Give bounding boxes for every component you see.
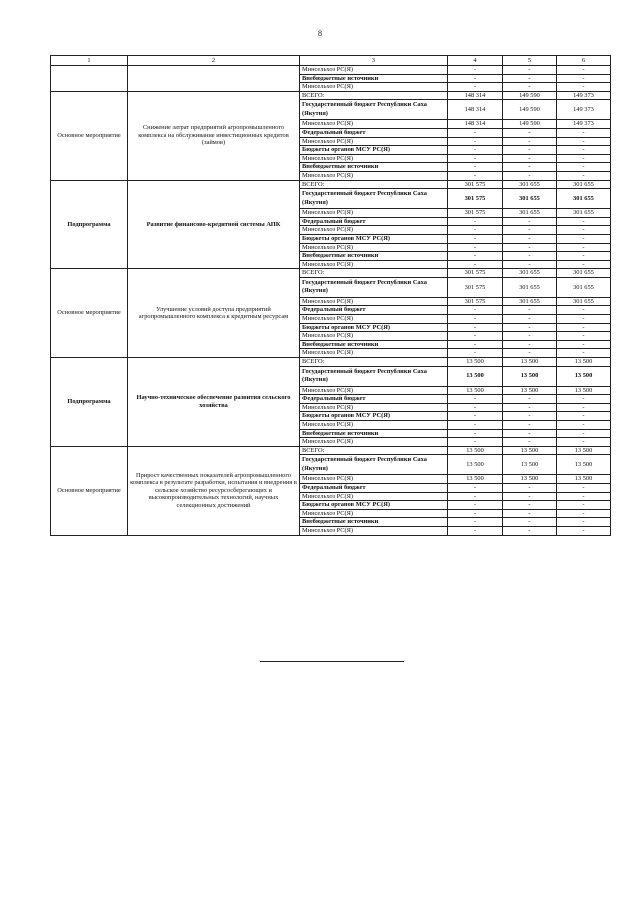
funding-source-cell: Бюджеты органов МСУ РС(Я) [300, 412, 448, 421]
value-cell: - [448, 340, 503, 349]
value-cell: - [448, 243, 503, 252]
value-cell: - [503, 252, 557, 261]
value-cell: - [448, 501, 503, 510]
value-cell: - [448, 492, 503, 501]
value-cell: 301 655 [557, 189, 611, 209]
value-cell: 301 655 [503, 180, 557, 189]
value-cell: - [557, 306, 611, 315]
value-cell: - [557, 171, 611, 180]
funding-source-cell: Минсельхоз РС(Я) [300, 421, 448, 430]
value-cell: 301 575 [448, 209, 503, 218]
value-cell: 13 500 [503, 455, 557, 475]
header-col-4: 4 [448, 56, 503, 66]
value-cell: - [557, 349, 611, 358]
value-cell: - [503, 349, 557, 358]
value-cell: - [557, 217, 611, 226]
value-cell: - [448, 332, 503, 341]
value-cell: 149 373 [557, 91, 611, 100]
value-cell: - [448, 163, 503, 172]
value-cell: - [503, 260, 557, 269]
value-cell: 301 575 [448, 189, 503, 209]
value-cell: - [448, 260, 503, 269]
value-cell: - [557, 438, 611, 447]
value-cell: - [503, 217, 557, 226]
value-cell: - [503, 315, 557, 324]
continued-col1-cell [51, 66, 128, 92]
value-cell: - [503, 83, 557, 92]
funding-source-cell: Государственный бюджет Республики Саха (Якутия) [300, 189, 448, 209]
table-row [51, 91, 611, 100]
funding-source-cell: Минсельхоз РС(Я) [300, 349, 448, 358]
funding-source-cell: Государственный бюджет Республики Саха (Якутия) [300, 100, 448, 120]
funding-source-cell: Минсельхоз РС(Я) [300, 332, 448, 341]
table-row [51, 66, 611, 75]
value-cell: - [503, 128, 557, 137]
funding-source-cell: Минсельхоз РС(Я) [300, 154, 448, 163]
value-cell: 149 590 [503, 91, 557, 100]
value-cell: - [448, 438, 503, 447]
value-cell: - [448, 146, 503, 155]
header-col-2: 2 [128, 56, 300, 66]
value-cell: 301 655 [557, 269, 611, 278]
value-cell: - [448, 226, 503, 235]
value-cell: - [448, 518, 503, 527]
table-header-row [51, 56, 611, 66]
value-cell: - [503, 243, 557, 252]
value-cell: - [503, 421, 557, 430]
value-cell: 301 575 [448, 180, 503, 189]
activity-name-cell: Прирост качественных показателей агропромышленного комплекса в результате разработки, испытания и внедрения в сельское хозяйство ресурсосберегающих и высокопроизводительных технологий, научных селекционных достижений [128, 446, 300, 535]
funding-source-cell: ВСЕГО: [300, 180, 448, 189]
value-cell: - [448, 483, 503, 492]
value-cell: 301 655 [557, 297, 611, 306]
value-cell: 301 655 [503, 209, 557, 218]
value-cell: - [503, 526, 557, 535]
funding-source-cell: ВСЕГО: [300, 269, 448, 278]
value-cell: - [557, 429, 611, 438]
value-cell: - [557, 395, 611, 404]
value-cell: - [557, 323, 611, 332]
value-cell: 13 500 [448, 475, 503, 484]
value-cell: - [557, 332, 611, 341]
value-cell: 13 500 [448, 455, 503, 475]
value-cell: - [448, 128, 503, 137]
funding-source-cell: Бюджеты органов МСУ РС(Я) [300, 234, 448, 243]
value-cell: - [503, 234, 557, 243]
funding-source-cell: ВСЕГО: [300, 91, 448, 100]
value-cell: - [557, 66, 611, 75]
funding-source-cell: Минсельхоз РС(Я) [300, 315, 448, 324]
funding-source-cell: Внебюджетные источники [300, 163, 448, 172]
value-cell: - [448, 83, 503, 92]
value-cell: - [503, 483, 557, 492]
value-cell: 301 655 [503, 189, 557, 209]
value-cell: - [448, 306, 503, 315]
value-cell: - [557, 518, 611, 527]
activity-name-cell: Научно-техническое обеспечение развития сельского хозяйства [128, 358, 300, 447]
value-cell: - [557, 226, 611, 235]
value-cell: 13 500 [557, 446, 611, 455]
value-cell: 149 590 [503, 120, 557, 129]
funding-source-cell: Минсельхоз РС(Я) [300, 509, 448, 518]
funding-source-cell: Минсельхоз РС(Я) [300, 209, 448, 218]
value-cell: - [448, 66, 503, 75]
activity-type-cell: Подпрограмма [51, 358, 128, 447]
value-cell: - [503, 154, 557, 163]
funding-source-cell: Федеральный бюджет [300, 128, 448, 137]
header-col-6: 6 [557, 56, 611, 66]
value-cell: - [503, 146, 557, 155]
value-cell: 301 655 [503, 297, 557, 306]
value-cell: - [448, 349, 503, 358]
value-cell: - [448, 252, 503, 261]
value-cell: - [503, 501, 557, 510]
value-cell: - [557, 146, 611, 155]
value-cell: - [503, 492, 557, 501]
header-col-5: 5 [503, 56, 557, 66]
value-cell: - [503, 403, 557, 412]
value-cell: - [448, 234, 503, 243]
value-cell: 301 655 [503, 269, 557, 278]
activity-type-cell: Основное мероприятие [51, 269, 128, 358]
header-col-3: 3 [300, 56, 448, 66]
value-cell: 301 575 [448, 297, 503, 306]
funding-source-cell: Минсельхоз РС(Я) [300, 83, 448, 92]
table-row [51, 180, 611, 189]
value-cell: 301 575 [448, 269, 503, 278]
activity-type-cell: Подпрограмма [51, 180, 128, 269]
funding-source-cell: Бюджеты органов МСУ РС(Я) [300, 323, 448, 332]
activity-name-cell: Снижение затрат предприятий агропромышленного комплекса на обслуживание инвестиционных кредитов (займов) [128, 91, 300, 180]
value-cell: - [448, 171, 503, 180]
table-row [51, 269, 611, 278]
value-cell: - [448, 137, 503, 146]
value-cell: 13 500 [557, 358, 611, 367]
value-cell: - [503, 518, 557, 527]
value-cell: 149 373 [557, 120, 611, 129]
footer-divider [260, 661, 404, 662]
funding-source-cell: Внебюджетные источники [300, 429, 448, 438]
value-cell: - [557, 501, 611, 510]
funding-source-cell: Минсельхоз РС(Я) [300, 137, 448, 146]
value-cell: 13 500 [557, 366, 611, 386]
value-cell: - [448, 315, 503, 324]
value-cell: - [448, 74, 503, 83]
value-cell: 301 655 [557, 209, 611, 218]
value-cell: 13 500 [448, 366, 503, 386]
value-cell: - [503, 226, 557, 235]
funding-source-cell: Минсельхоз РС(Я) [300, 475, 448, 484]
value-cell: - [448, 323, 503, 332]
value-cell: - [557, 526, 611, 535]
value-cell: 13 500 [448, 386, 503, 395]
value-cell: 301 655 [557, 277, 611, 297]
funding-source-cell: Минсельхоз РС(Я) [300, 260, 448, 269]
value-cell: - [503, 66, 557, 75]
funding-source-cell: Бюджеты органов МСУ РС(Я) [300, 146, 448, 155]
funding-source-cell: Минсельхоз РС(Я) [300, 171, 448, 180]
value-cell: 13 500 [448, 446, 503, 455]
funding-source-cell: Минсельхоз РС(Я) [300, 120, 448, 129]
funding-source-cell: Бюджеты органов МСУ РС(Я) [300, 501, 448, 510]
continued-col2-cell [128, 66, 300, 92]
funding-source-cell: Минсельхоз РС(Я) [300, 526, 448, 535]
funding-source-cell: Внебюджетные источники [300, 74, 448, 83]
value-cell: 13 500 [503, 446, 557, 455]
value-cell: - [503, 412, 557, 421]
value-cell: 13 500 [557, 386, 611, 395]
value-cell: 148 314 [448, 91, 503, 100]
funding-source-cell: Федеральный бюджет [300, 217, 448, 226]
value-cell: - [503, 137, 557, 146]
value-cell: 149 373 [557, 100, 611, 120]
value-cell: 301 655 [557, 180, 611, 189]
value-cell: - [557, 483, 611, 492]
budget-table [50, 55, 611, 536]
header-col-1: 1 [51, 56, 128, 66]
funding-source-cell: Государственный бюджет Республики Саха (Якутия) [300, 277, 448, 297]
value-cell: - [503, 340, 557, 349]
value-cell: - [448, 421, 503, 430]
funding-source-cell: Минсельхоз РС(Я) [300, 492, 448, 501]
value-cell: - [557, 128, 611, 137]
value-cell: - [503, 163, 557, 172]
funding-source-cell: Федеральный бюджет [300, 483, 448, 492]
funding-source-cell: Государственный бюджет Республики Саха (Якутия) [300, 366, 448, 386]
value-cell: - [557, 260, 611, 269]
value-cell: - [503, 438, 557, 447]
activity-name-cell: Улучшение условий доступа предприятий агропромышленного комплекса к кредитным ресурсам [128, 269, 300, 358]
funding-source-cell: Минсельхоз РС(Я) [300, 386, 448, 395]
value-cell: - [448, 217, 503, 226]
value-cell: - [503, 323, 557, 332]
value-cell: - [557, 509, 611, 518]
value-cell: - [557, 234, 611, 243]
funding-source-cell: ВСЕГО: [300, 358, 448, 367]
value-cell: - [557, 412, 611, 421]
value-cell: - [503, 395, 557, 404]
funding-source-cell: Внебюджетные источники [300, 340, 448, 349]
value-cell: - [557, 252, 611, 261]
value-cell: - [448, 154, 503, 163]
table-row [51, 446, 611, 455]
funding-source-cell: Минсельхоз РС(Я) [300, 438, 448, 447]
value-cell: - [448, 526, 503, 535]
value-cell: 13 500 [557, 475, 611, 484]
funding-source-cell: Федеральный бюджет [300, 395, 448, 404]
value-cell: 301 575 [448, 277, 503, 297]
funding-source-cell: Минсельхоз РС(Я) [300, 226, 448, 235]
value-cell: - [557, 315, 611, 324]
value-cell: 13 500 [503, 475, 557, 484]
funding-source-cell: Внебюджетные источники [300, 518, 448, 527]
funding-source-cell: ВСЕГО: [300, 446, 448, 455]
value-cell: 148 314 [448, 100, 503, 120]
table-row [51, 358, 611, 367]
value-cell: 13 500 [503, 366, 557, 386]
value-cell: 13 500 [503, 358, 557, 367]
value-cell: - [503, 171, 557, 180]
funding-source-cell: Федеральный бюджет [300, 306, 448, 315]
budget-table-body [51, 56, 611, 536]
value-cell: - [448, 395, 503, 404]
funding-source-cell: Государственный бюджет Республики Саха (Якутия) [300, 455, 448, 475]
value-cell: - [557, 421, 611, 430]
value-cell: - [557, 403, 611, 412]
value-cell: 13 500 [557, 455, 611, 475]
value-cell: 13 500 [448, 358, 503, 367]
value-cell: - [503, 332, 557, 341]
value-cell: - [557, 340, 611, 349]
value-cell: - [557, 137, 611, 146]
value-cell: - [448, 403, 503, 412]
value-cell: - [503, 509, 557, 518]
value-cell: - [448, 509, 503, 518]
page-number: 8 [318, 29, 322, 38]
value-cell: - [503, 306, 557, 315]
funding-source-cell: Минсельхоз РС(Я) [300, 243, 448, 252]
value-cell: - [503, 74, 557, 83]
value-cell: 13 500 [503, 386, 557, 395]
value-cell: 301 655 [503, 277, 557, 297]
value-cell: - [503, 429, 557, 438]
funding-source-cell: Минсельхоз РС(Я) [300, 66, 448, 75]
value-cell: - [448, 429, 503, 438]
activity-type-cell: Основное мероприятие [51, 446, 128, 535]
value-cell: 149 590 [503, 100, 557, 120]
funding-source-cell: Внебюджетные источники [300, 252, 448, 261]
value-cell: - [557, 83, 611, 92]
value-cell: - [557, 154, 611, 163]
value-cell: - [557, 163, 611, 172]
value-cell: - [557, 243, 611, 252]
activity-name-cell: Развитие финансово-кредитной системы АПК [128, 180, 300, 269]
value-cell: - [557, 492, 611, 501]
value-cell: - [448, 412, 503, 421]
funding-source-cell: Минсельхоз РС(Я) [300, 403, 448, 412]
value-cell: 148 314 [448, 120, 503, 129]
value-cell: - [557, 74, 611, 83]
funding-source-cell: Минсельхоз РС(Я) [300, 297, 448, 306]
activity-type-cell: Основное мероприятие [51, 91, 128, 180]
